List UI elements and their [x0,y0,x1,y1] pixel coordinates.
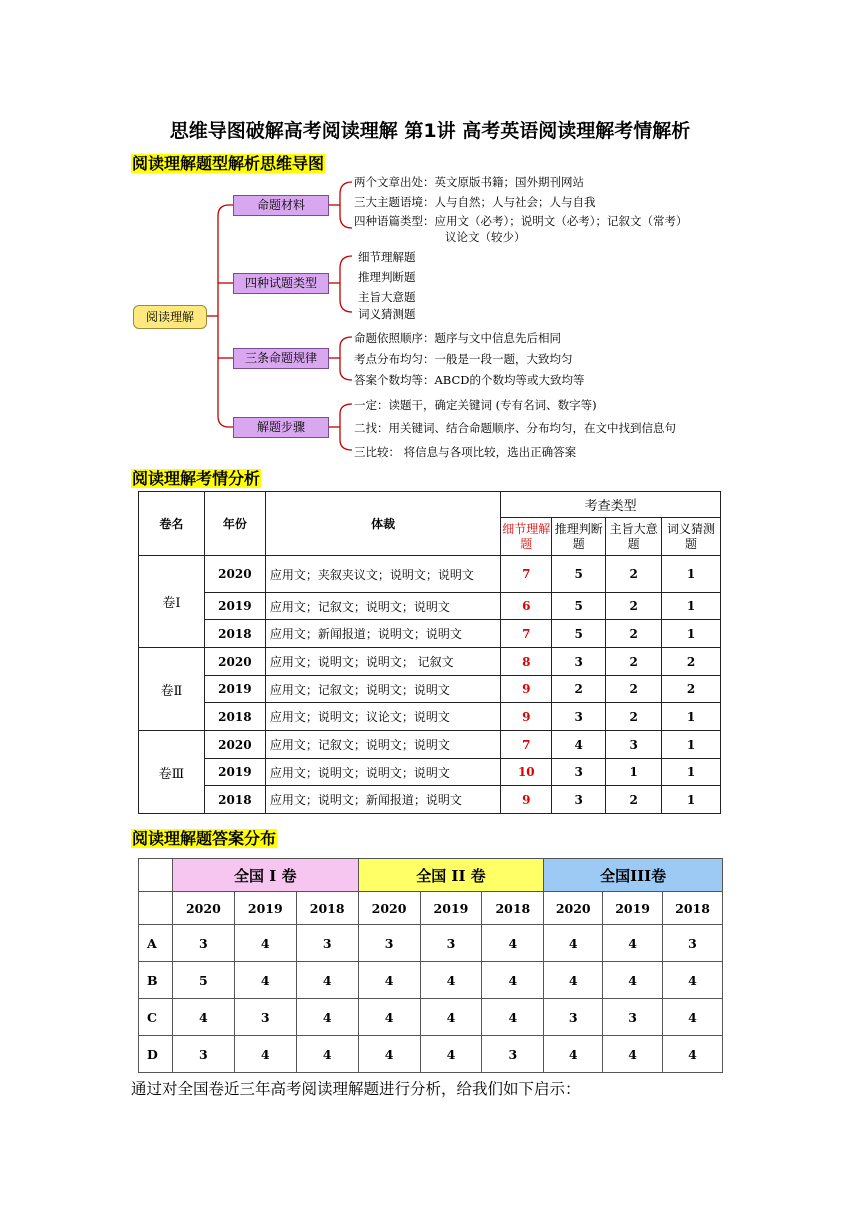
table-row [139,1036,723,1073]
paper-name: 卷Ⅰ [139,556,205,648]
count-cell: 5 [552,593,606,620]
count-cell: 8 [501,648,552,676]
value-cell: 4 [663,1036,723,1073]
value-cell: 4 [172,999,234,1036]
count-cell: 2 [606,703,662,731]
value-cell: 4 [482,925,544,962]
mindmap-branch-rules: 三条命题规律 [233,348,329,369]
count-cell: 1 [662,786,721,814]
year-header: 2018 [482,892,544,925]
mindmap-leaf: 主旨大意题 [358,290,416,304]
table-row [139,759,721,786]
year-header: 2018 [663,892,723,925]
value-cell: 4 [603,925,663,962]
mindmap-leaf: 三比较： 将信息与各项比较，选出正确答案 [354,445,577,459]
count-cell: 6 [501,593,552,620]
table-row [139,648,721,676]
count-cell: 2 [606,556,662,593]
table-row [139,556,721,593]
count-cell: 1 [662,593,721,620]
year-cell: 2018 [204,620,265,648]
value-cell: 3 [296,925,358,962]
count-cell: 4 [552,731,606,759]
table-row [139,925,723,962]
value-cell: 4 [420,962,482,999]
analysis-heading-text: 阅读理解考情分析 [132,469,261,488]
count-cell: 2 [606,593,662,620]
count-cell: 1 [662,703,721,731]
count-cell: 2 [662,648,721,676]
value-cell: 4 [544,925,603,962]
value-cell: 3 [172,925,234,962]
genre-cell: 应用文；记叙文；说明文；说明文 [265,731,501,759]
count-cell: 2 [606,620,662,648]
count-cell: 3 [552,759,606,786]
year-header: 2020 [544,892,603,925]
count-cell: 9 [501,786,552,814]
option-label: C [139,999,173,1036]
count-cell: 1 [662,620,721,648]
count-cell: 2 [552,676,606,703]
genre-cell: 应用文；说明文；说明文；说明文 [265,759,501,786]
value-cell: 3 [234,999,296,1036]
paper-name: 卷Ⅲ [139,731,205,814]
year-header: 2020 [358,892,420,925]
count-cell: 1 [662,731,721,759]
value-cell: 4 [663,962,723,999]
mindmap-root: 阅读理解 [133,305,207,329]
paper-header-2: 全国 II 卷 [358,859,544,892]
answer-distribution-table [138,858,723,1073]
count-cell: 2 [606,648,662,676]
value-cell: 4 [234,1036,296,1073]
mindmap-leaf: 四种语篇类型：应用文（必考）；说明文（必考）；记叙文（常考） [354,214,688,228]
value-cell: 4 [234,925,296,962]
value-cell: 4 [296,1036,358,1073]
count-cell: 7 [501,620,552,648]
year-header: 2018 [296,892,358,925]
table-row [139,593,721,620]
table-row [139,731,721,759]
value-cell: 4 [663,999,723,1036]
value-cell: 3 [358,925,420,962]
section-heading-answers [131,826,277,849]
value-cell: 4 [358,999,420,1036]
value-cell: 4 [603,1036,663,1073]
value-cell: 4 [420,999,482,1036]
genre-cell: 应用文；说明文；说明文； 记叙文 [265,648,501,676]
year-header: 2020 [172,892,234,925]
paper-name: 卷Ⅱ [139,648,205,731]
value-cell: 3 [663,925,723,962]
mindmap-leaf: 两个文章出处：英文原版书籍；国外期刊网站 [354,175,584,189]
header-paper: 卷名 [139,492,205,556]
count-cell: 3 [552,786,606,814]
mindmap-leaf: 命题依照顺序：题序与文中信息先后相同 [354,331,561,345]
mindmap-branch-material: 命题材料 [233,195,329,216]
count-cell: 9 [501,676,552,703]
year-cell: 2018 [204,703,265,731]
table-row [139,786,721,814]
value-cell: 4 [482,999,544,1036]
value-cell: 4 [603,962,663,999]
value-cell: 4 [420,1036,482,1073]
value-cell: 3 [603,999,663,1036]
value-cell: 3 [544,999,603,1036]
count-cell: 2 [606,786,662,814]
mindmap-branch-steps: 解题步骤 [233,417,329,438]
table-row [139,962,723,999]
header-genre: 体裁 [265,492,501,556]
mindmap-leaf: 答案个数均等：ABCD的个数均等或大致均等 [354,373,585,387]
header-type-detail: 细节理解题 [501,518,552,556]
value-cell: 4 [358,1036,420,1073]
year-header: 2019 [234,892,296,925]
paper-header-1: 全国 I 卷 [172,859,358,892]
count-cell: 1 [662,759,721,786]
count-cell: 7 [501,731,552,759]
count-cell: 10 [501,759,552,786]
closing-paragraph: 通过对全国卷近三年高考阅读理解题进行分析，给我们如下启示： [131,1080,581,1098]
mindmap-leaf: 词义猜测题 [358,307,416,321]
count-cell: 2 [606,676,662,703]
year-cell: 2019 [204,593,265,620]
table-row [139,703,721,731]
count-cell: 7 [501,556,552,593]
genre-cell: 应用文；新闻报道；说明文；说明文 [265,620,501,648]
year-cell: 2020 [204,731,265,759]
header-type-inference: 推理判断题 [552,518,606,556]
count-cell: 1 [662,556,721,593]
header-type-main-idea: 主旨大意题 [606,518,662,556]
answers-heading-text: 阅读理解题答案分布 [132,829,277,848]
paper-header-3: 全国III卷 [544,859,723,892]
header-type-vocabulary: 词义猜测题 [662,518,721,556]
value-cell: 4 [358,962,420,999]
value-cell: 3 [172,1036,234,1073]
mindmap-leaf: 一定：读题干，确定关键词 (专有名词、数字等) [354,398,597,412]
mindmap-leaf: 议论文（较少） [445,230,526,244]
year-cell: 2018 [204,786,265,814]
corner-cell [139,859,173,892]
count-cell: 9 [501,703,552,731]
corner-cell [139,892,173,925]
value-cell: 4 [234,962,296,999]
value-cell: 4 [544,1036,603,1073]
count-cell: 2 [662,676,721,703]
mindmap-leaf: 三大主题语境：人与自然；人与社会；人与自我 [354,195,596,209]
header-year: 年份 [204,492,265,556]
mindmap-leaf: 推理判断题 [358,270,416,284]
count-cell: 1 [606,759,662,786]
count-cell: 3 [606,731,662,759]
table-row [139,620,721,648]
value-cell: 3 [482,1036,544,1073]
count-cell: 5 [552,620,606,648]
mindmap-leaf: 细节理解题 [358,250,416,264]
mindmap-branch-question-types: 四种试题类型 [233,273,329,294]
year-header-row [139,892,723,925]
value-cell: 4 [296,999,358,1036]
page-title: 思维导图破解高考阅读理解 第1讲 高考英语阅读理解考情解析 [169,120,691,142]
value-cell: 4 [296,962,358,999]
year-header: 2019 [603,892,663,925]
genre-cell: 应用文；记叙文；说明文；说明文 [265,593,501,620]
option-label: B [139,962,173,999]
year-cell: 2019 [204,676,265,703]
option-label: A [139,925,173,962]
year-cell: 2020 [204,648,265,676]
exam-analysis-table [138,491,721,814]
value-cell: 4 [482,962,544,999]
genre-cell: 应用文；夹叙夹议文；说明文；说明文 [265,556,501,593]
table-row [139,999,723,1036]
mindmap-leaf: 考点分布均匀：一般是一段一题，大致均匀 [354,352,573,366]
count-cell: 5 [552,556,606,593]
genre-cell: 应用文；记叙文；说明文；说明文 [265,676,501,703]
count-cell: 3 [552,703,606,731]
count-cell: 3 [552,648,606,676]
year-cell: 2019 [204,759,265,786]
value-cell: 3 [420,925,482,962]
mindmap-heading-text: 阅读理解题型解析思维导图 [132,154,325,173]
header-types-group: 考查类型 [501,492,721,518]
year-header: 2019 [420,892,482,925]
option-label: D [139,1036,173,1073]
genre-cell: 应用文；说明文；议论文；说明文 [265,703,501,731]
section-heading-analysis [131,466,261,489]
genre-cell: 应用文；说明文；新闻报道；说明文 [265,786,501,814]
value-cell: 5 [172,962,234,999]
year-cell: 2020 [204,556,265,593]
value-cell: 4 [544,962,603,999]
table-row [139,676,721,703]
mindmap-leaf: 二找：用关键词、结合命题顺序、分布均匀，在文中找到信息句 [354,421,676,435]
